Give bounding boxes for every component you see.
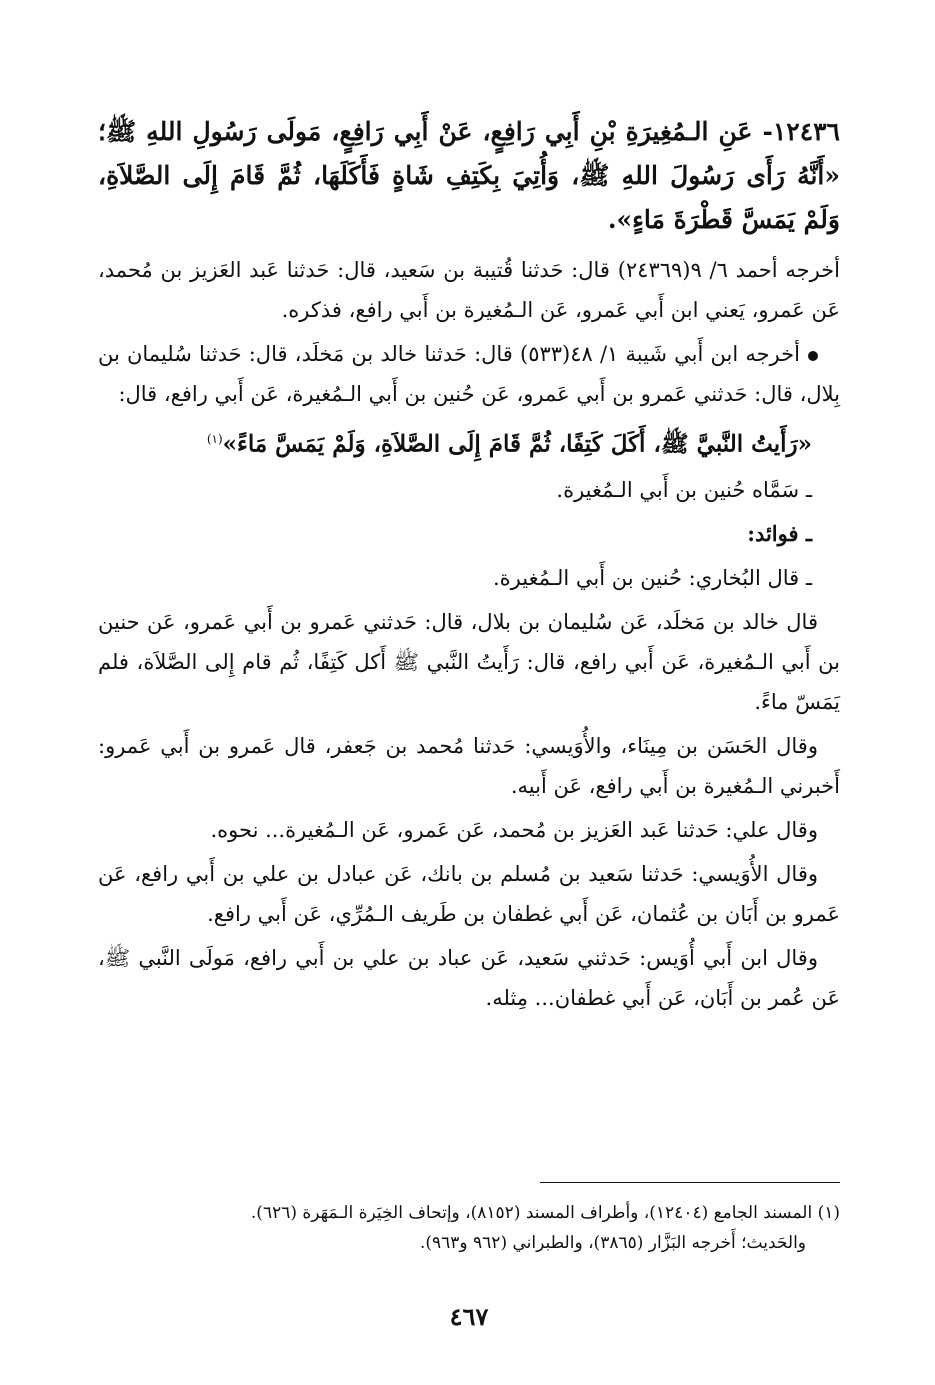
bukhari-note: ـ قال البُخاري: حُنين بن أَبي الـمُغيرة.	[493, 565, 812, 590]
page-number: ٤٦٧	[449, 1302, 489, 1331]
page-content	[98, 110, 840, 1340]
footnote-line: والحَديث؛ أَخرجه البَزَّار (٣٨٦٥)، والطبراني (٩٦٢ و٩٦٣).	[419, 1233, 806, 1253]
hadith-quote	[98, 418, 840, 466]
hadith-body: عَنِ الـمُغِيرَةِ بْنِ أَبِي رَافِعٍ، عَنْ أَبِي رَافِعٍ، مَولَى رَسُولِ اللهِ ﷺ؛ «أَنَّهُ رَأَى رَسُولَ اللهِ ﷺ، وَأُتِيَ بِكَتِفِ شَاةٍ فَأَكَلَهَا، ثُمَّ قَامَ إِلَى الصَّلاَةِ، وَلَمْ يَمَسَّ قَطْرَةَ مَاءٍ».	[98, 117, 840, 234]
hadith-quote-text: «رَأَيتُ النَّبيَّ ﷺ، أَكَلَ كَتِفًا، ثُمَّ قَامَ إِلَى الصَّلاَةِ، وَلَمْ يَمَسَّ مَاءً»	[222, 430, 812, 458]
footnotes	[98, 1198, 840, 1258]
hadith-text	[98, 110, 840, 242]
footnote-ref: (١)	[206, 432, 223, 446]
narration-paragraph: وقال الأُوَيسي: حَدثنا سَعيد بن مُسلم بن بانك، عَن عبادل بن علي بن أَبي رافع، عَن عَمرو بن أَبَان بن عُثمان، عَن أَبي غطفان بن طَريف الـمُرِّي، عَن أَبي رافع.	[98, 861, 840, 926]
narration-paragraph: وقال ابن أَبي أُوَيس: حَدثني سَعيد، عَن عباد بن علي بن أَبي رافع، مَولَى النَّبي ﷺ، عَن عُمر بن أَبَان، عَن أَبي غطفان... مِثله.	[98, 945, 840, 1010]
hadith-number: ١٢٤٣٦-	[762, 117, 840, 146]
takhrij-ibn-abi-shayba	[98, 334, 840, 414]
narration-paragraph: وقال علي: حَدثنا عَبد العَزيز بن مُحمد، عَن عَمرو، عَن الـمُغيرة... نحوه.	[210, 817, 818, 842]
footnote-divider	[540, 1182, 840, 1183]
naming-note: ـ سَمَّاه حُنين بن أَبي الـمُغيرة.	[556, 477, 812, 502]
bullet-icon	[808, 351, 818, 361]
takhrij-ibn-abi-shayba-text: أخرجه ابن أَبي شَيبة ١/ ٤٨(٥٣٣) قال: حَدثنا خالد بن مَخلَد، قال: حَدثنا سُليمان بن بِلال، قال: حَدثني عَمرو بن أَبي عَمرو، عَن حُنين بن أَبي الـمُغيرة، عَن أَبي رافع، قال:	[98, 342, 840, 406]
fawaid-heading: ـ فوائد:	[747, 520, 812, 546]
narration-paragraph: وقال الحَسَن بن مِينَاء، والأُوَيسي: حَدثنا مُحمد بن جَعفر، قال عَمرو بن أَبي عَمرو: أَخبرني الـمُغيرة بن أَبي رافع، عَن أَبيه.	[98, 733, 840, 798]
footnote-line: (١) المسند الجامع (١٢٤٠٤)، وأطراف المسند (٨١٥٢)، وإتحاف الخِيَرة الـمَهَرة (٦٢٦).	[250, 1203, 840, 1223]
narration-paragraph: قال خالد بن مَخلَد، عَن سُليمان بن بلال، قال: حَدثني عَمرو بن أَبي عَمرو، عَن حنين بن أَبي الـمُغيرة، عَن أَبي رافع، قال: رَأَيتُ النَّبي ﷺ أَكل كَتِفًا، ثُم قام إِلى الصَّلاَة، فلم يَمَسّ ماءً.	[98, 609, 840, 714]
takhrij-ahmad: أخرجه أحمد ٦/ ٩(٢٤٣٦٩) قال: حَدثنا قُتيبة بن سَعيد، قال: حَدثنا عَبد العَزيز بن مُحمد، عَن عَمرو، يَعني ابن أَبي عَمرو، عَن الـمُغيرة بن أَبي رافع، فذكره.	[98, 258, 840, 322]
